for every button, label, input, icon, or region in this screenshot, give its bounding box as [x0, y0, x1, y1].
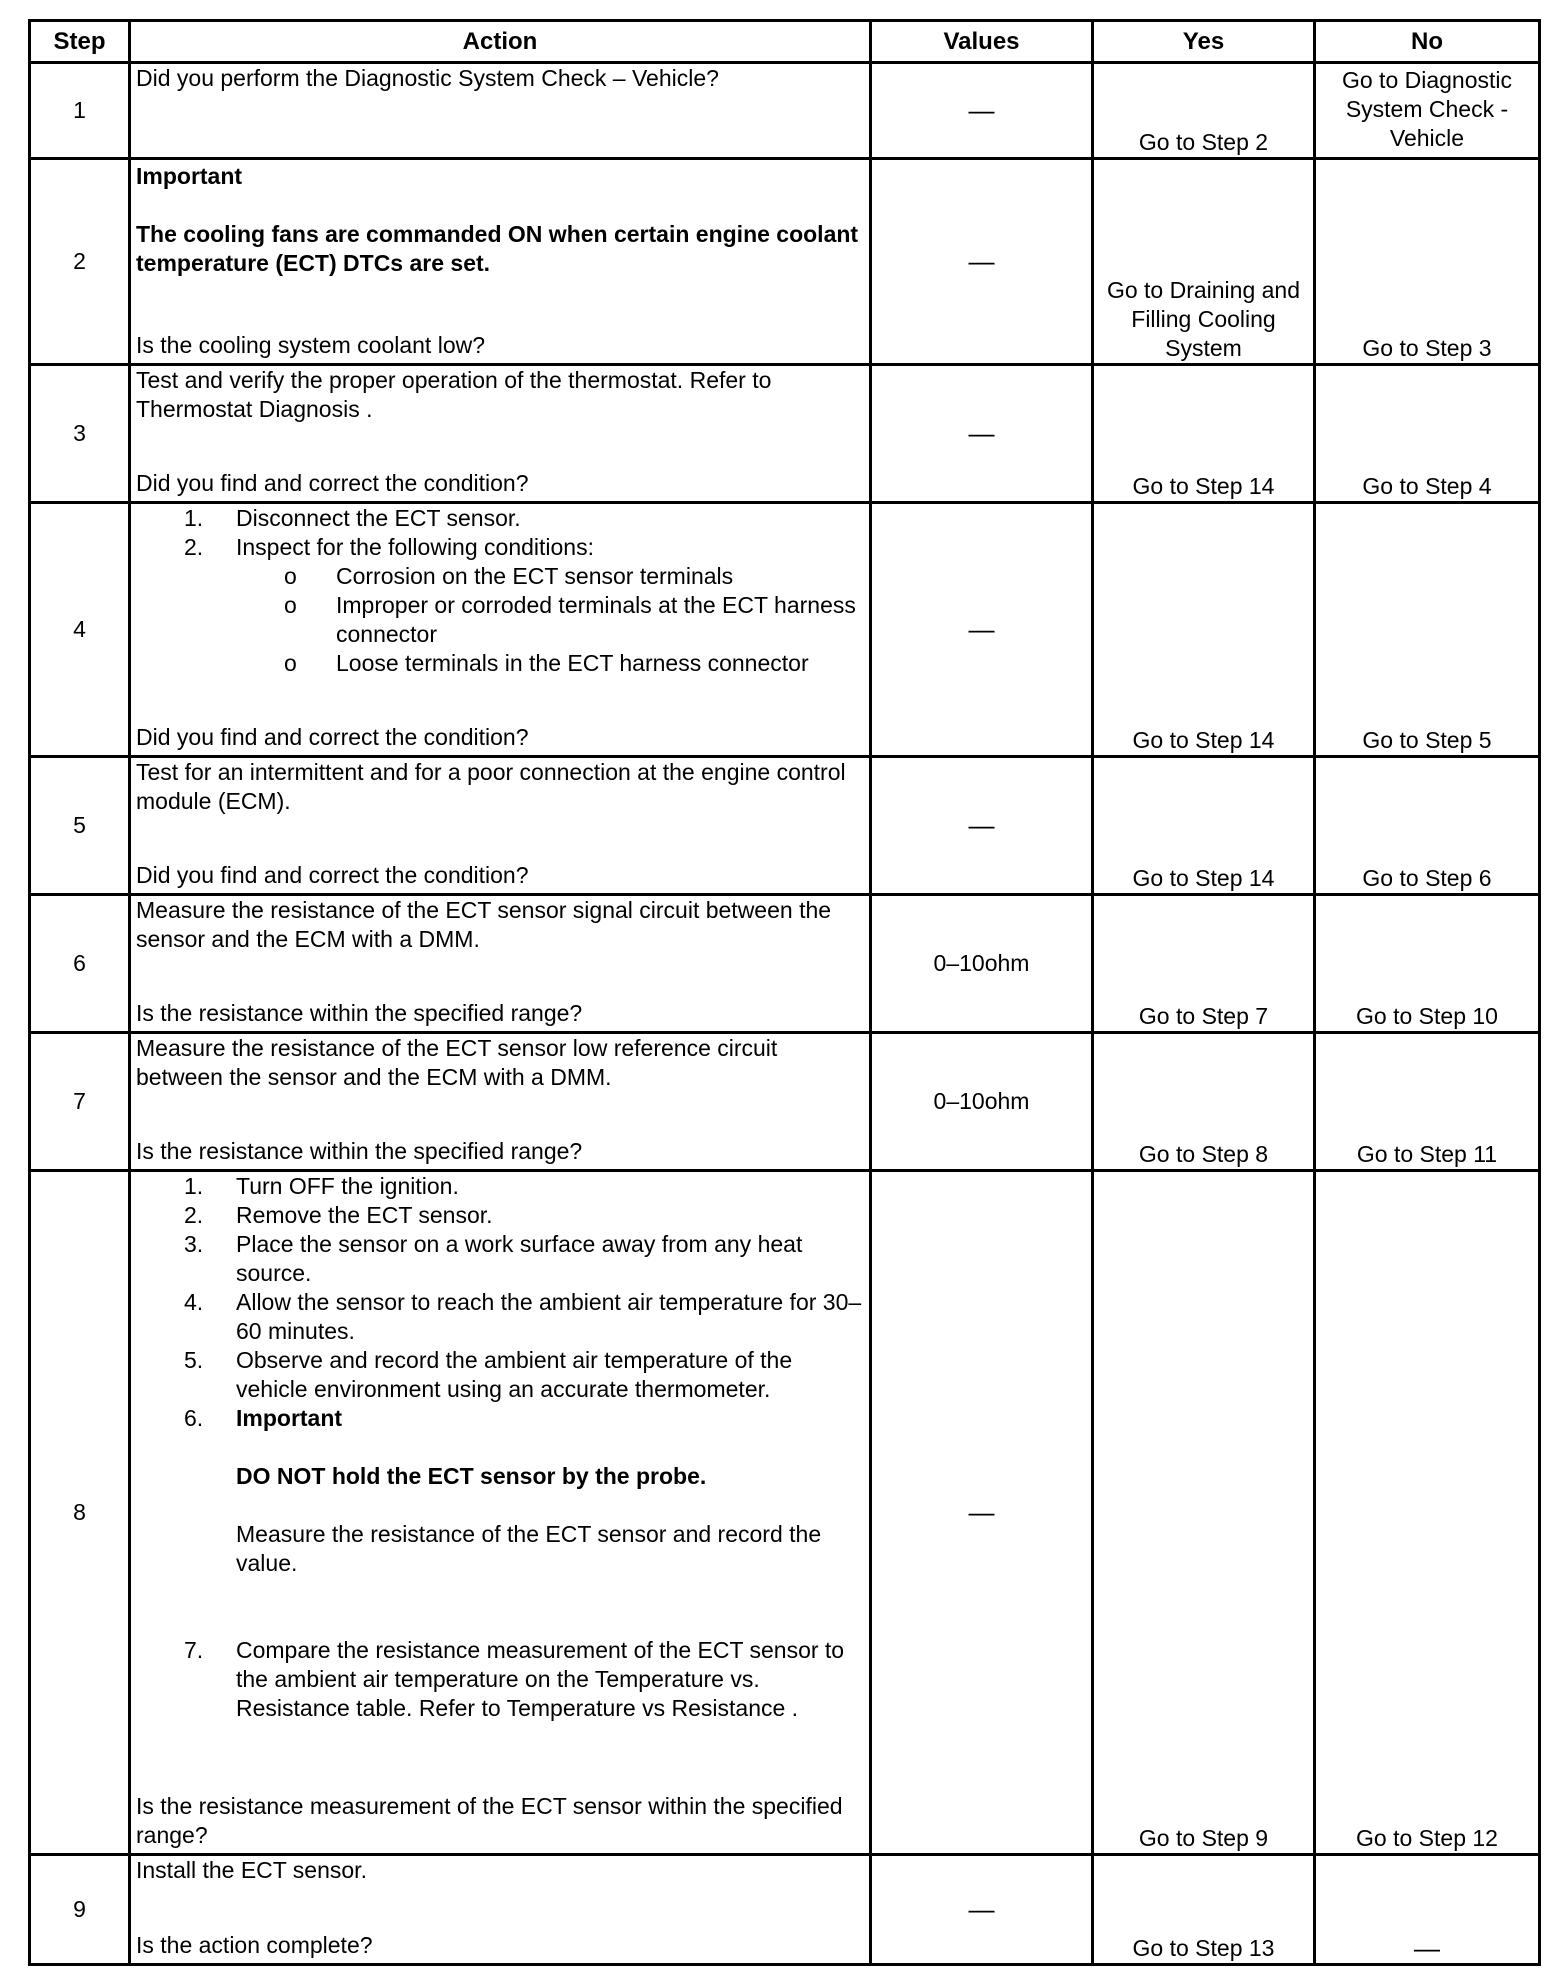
sub-list-item: o Improper or corroded terminals at the ECT harness connector [284, 592, 856, 647]
header-step: Step [30, 21, 130, 63]
action-text: Test and verify the proper operation of the thermostat. Refer to Thermostat Diagnosis . [136, 367, 772, 422]
numbered-list [136, 504, 864, 562]
yes-cell: Go to Step 9 [1093, 1171, 1315, 1855]
step-number: 5 [30, 757, 130, 895]
action-cell [130, 1171, 871, 1855]
yes-cell: Go to Step 13 [1093, 1855, 1315, 1965]
list-item: 3. Place the sensor on a work surface away from any heat source. [184, 1231, 803, 1286]
values-cell: — [871, 159, 1093, 365]
list-item: 2. Remove the ECT sensor. [184, 1202, 493, 1228]
no-cell: — [1315, 1855, 1540, 1965]
no-cell: Go to Step 12 [1315, 1171, 1540, 1855]
table-row [30, 365, 1540, 503]
action-cell [130, 1033, 871, 1171]
list-item: 4. Allow the sensor to reach the ambient air temperature for 30–60 minutes. [184, 1289, 862, 1344]
values-cell: — [871, 63, 1093, 159]
step-number: 1 [30, 63, 130, 159]
action-text: Measure the resistance of the ECT sensor low reference circuit between the sensor and the ECM with a DMM. [136, 1035, 778, 1090]
list-item: 1. Disconnect the ECT sensor. [184, 505, 521, 531]
values-cell: 0–10ohm [871, 895, 1093, 1033]
action-cell [130, 895, 871, 1033]
table-row [30, 895, 1540, 1033]
action-cell [130, 503, 871, 757]
action-question: Did you find and correct the condition? [136, 470, 529, 496]
sub-list [136, 562, 864, 678]
table-row [30, 63, 1540, 159]
action-question: Is the resistance within the specified range? [136, 1000, 583, 1026]
header-no: No [1315, 21, 1540, 63]
action-text: Install the ECT sensor. [136, 1857, 367, 1883]
important-warning: DO NOT hold the ECT sensor by the probe. [236, 1463, 707, 1489]
table-row [30, 503, 1540, 757]
yes-cell: Go to Draining and Filling Cooling System [1093, 159, 1315, 365]
yes-cell: Go to Step 8 [1093, 1033, 1315, 1171]
table-row [30, 1171, 1540, 1855]
yes-cell: Go to Step 2 [1093, 63, 1315, 159]
action-question: Did you perform the Diagnostic System Check – Vehicle? [136, 65, 719, 91]
action-question: Is the resistance within the specified range? [136, 1138, 583, 1164]
header-yes: Yes [1093, 21, 1315, 63]
header-values: Values [871, 21, 1093, 63]
values-cell: — [871, 1171, 1093, 1855]
values-cell: — [871, 757, 1093, 895]
action-question: Did you find and correct the condition? [136, 724, 529, 750]
values-cell: — [871, 365, 1093, 503]
header-row [30, 21, 1540, 63]
list-item: 2. Inspect for the following conditions: [184, 534, 594, 560]
list-item-text: Measure the resistance of the ECT sensor and record the value. [236, 1521, 822, 1576]
list-item: 1. Turn OFF the ignition. [184, 1173, 459, 1199]
values-cell: — [871, 1855, 1093, 1965]
action-cell [130, 1855, 871, 1965]
action-question: Is the action complete? [136, 1932, 373, 1958]
no-cell: Go to Step 4 [1315, 365, 1540, 503]
important-label: Important [136, 163, 243, 189]
yes-cell: Go to Step 14 [1093, 757, 1315, 895]
header-action: Action [130, 21, 871, 63]
values-cell: — [871, 503, 1093, 757]
action-question: Did you find and correct the condition? [136, 862, 529, 888]
step-number: 8 [30, 1171, 130, 1855]
action-question: Is the cooling system coolant low? [136, 332, 486, 358]
yes-cell: Go to Step 14 [1093, 365, 1315, 503]
diagnostic-table [28, 19, 1541, 1966]
action-cell [130, 365, 871, 503]
action-text: Test for an intermittent and for a poor connection at the engine control module (ECM). [136, 759, 846, 814]
no-cell: Go to Step 10 [1315, 895, 1540, 1033]
action-cell [130, 757, 871, 895]
sub-list-item: o Corrosion on the ECT sensor terminals [284, 563, 734, 589]
no-cell: Go to Diagnostic System Check - Vehicle [1315, 63, 1540, 159]
action-question: Is the resistance measurement of the ECT sensor within the specified range? [136, 1793, 843, 1848]
important-text: The cooling fans are commanded ON when certain engine coolant temperature (ECT) DTCs are set. [136, 221, 859, 276]
list-item: 6. Important DO NOT hold the ECT sensor by the probe. Measure the resistance of the ECT sensor and record the value. [136, 1404, 864, 1636]
sub-list-item: o Loose terminals in the ECT harness connector [284, 650, 809, 676]
numbered-list [136, 1172, 864, 1723]
no-cell: Go to Step 5 [1315, 503, 1540, 757]
table-row [30, 1855, 1540, 1965]
yes-cell: Go to Step 14 [1093, 503, 1315, 757]
step-number: 6 [30, 895, 130, 1033]
yes-cell: Go to Step 7 [1093, 895, 1315, 1033]
step-number: 9 [30, 1855, 130, 1965]
list-item: 7. Compare the resistance measurement of the ECT sensor to the ambient air temperature on the Temperature vs. Resistance table. Refer to Temperature vs Resistance . [184, 1637, 845, 1721]
important-label: Important [236, 1405, 343, 1431]
step-number: 3 [30, 365, 130, 503]
no-cell: Go to Step 3 [1315, 159, 1540, 365]
values-cell: 0–10ohm [871, 1033, 1093, 1171]
table-row [30, 1033, 1540, 1171]
no-cell: Go to Step 11 [1315, 1033, 1540, 1171]
no-cell: Go to Step 6 [1315, 757, 1540, 895]
step-number: 7 [30, 1033, 130, 1171]
step-number: 2 [30, 159, 130, 365]
step-number: 4 [30, 503, 130, 757]
action-cell [130, 63, 871, 159]
action-cell [130, 159, 871, 365]
table-row [30, 757, 1540, 895]
list-item: 5. Observe and record the ambient air temperature of the vehicle environment using an accurate thermometer. [184, 1347, 793, 1402]
action-text: Measure the resistance of the ECT sensor signal circuit between the sensor and the ECM with a DMM. [136, 897, 832, 952]
table-row [30, 159, 1540, 365]
